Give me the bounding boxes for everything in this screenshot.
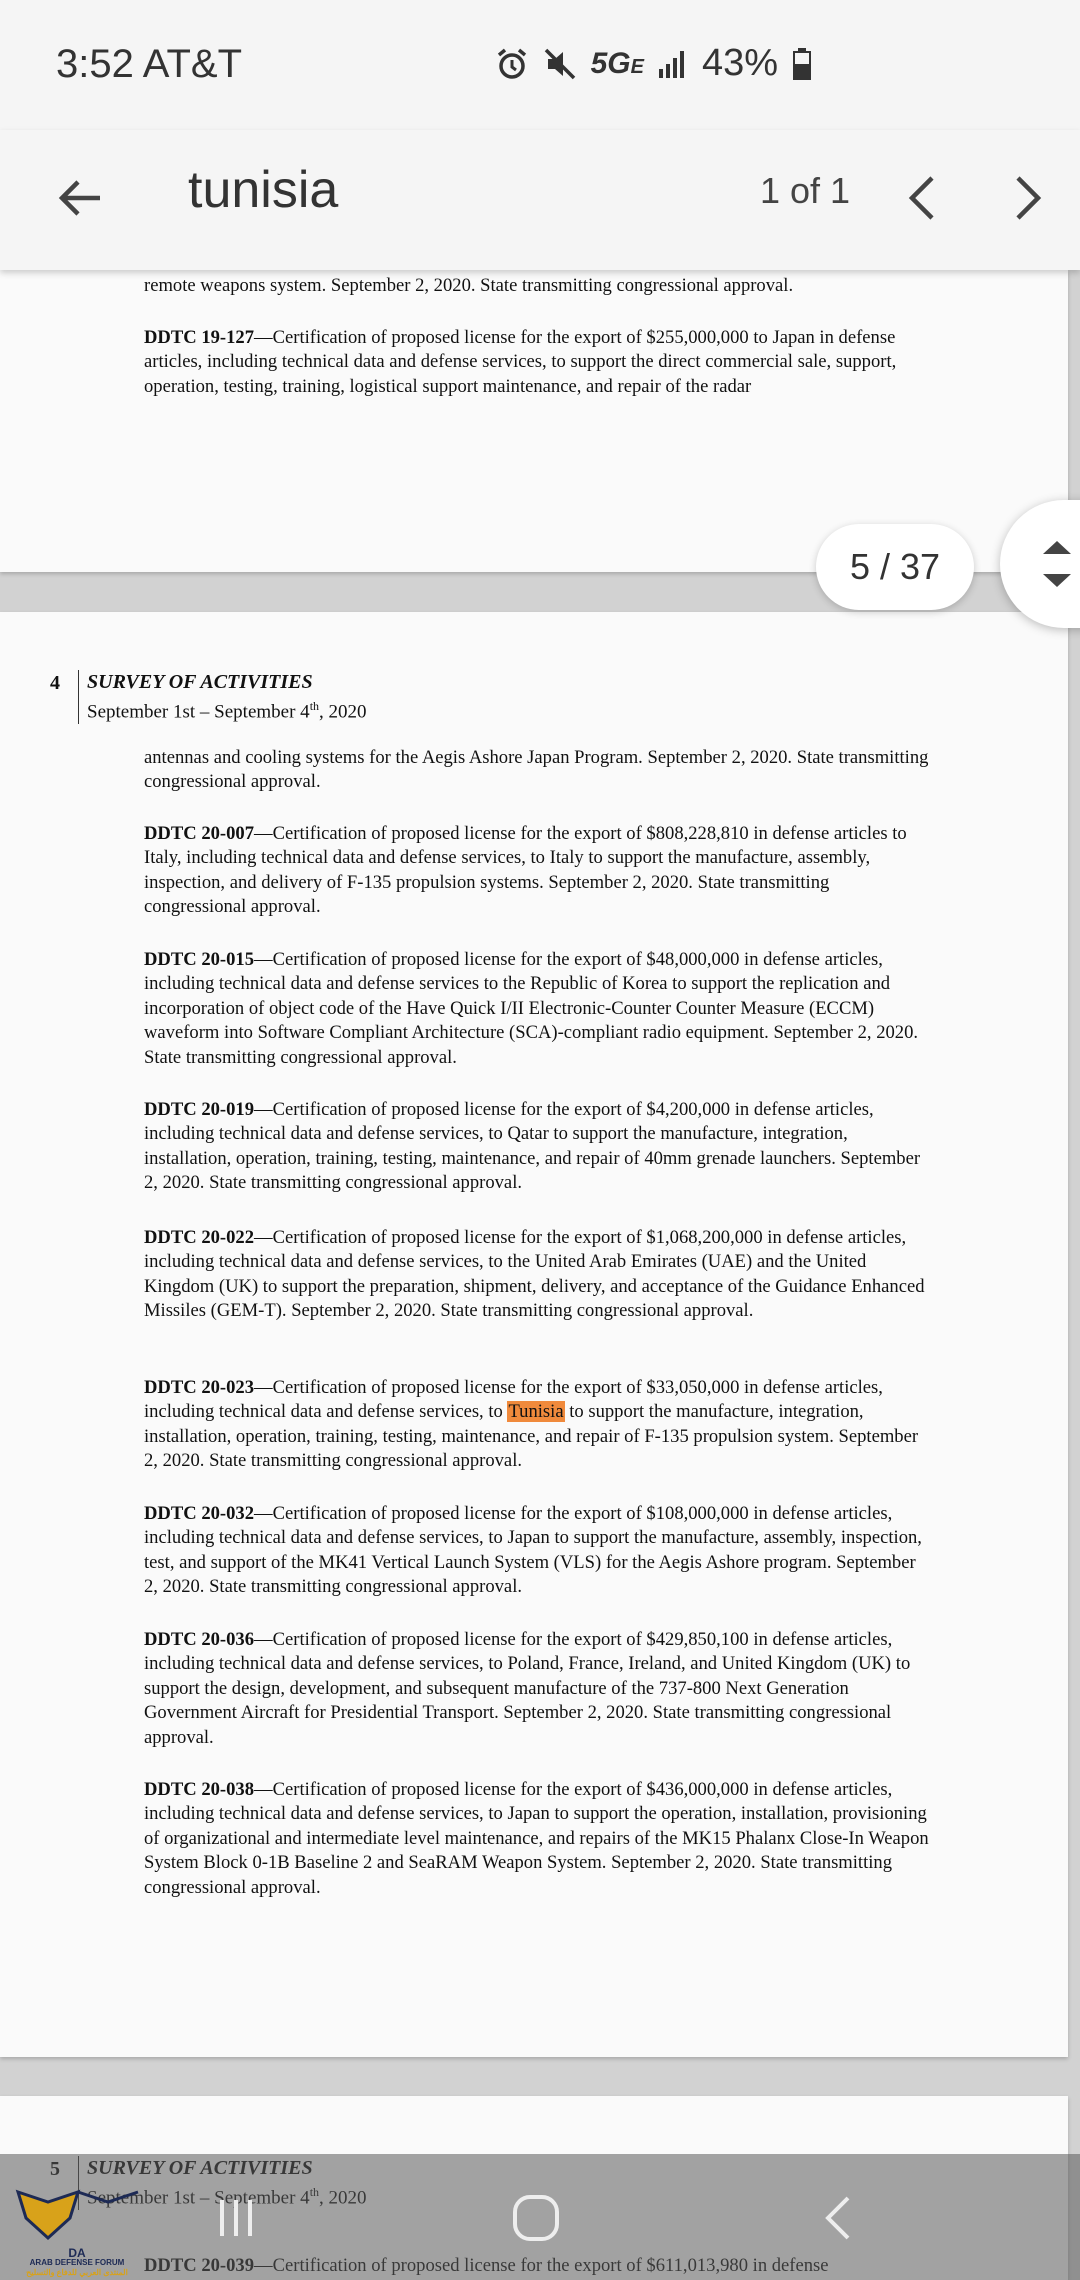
- page-indicator: 5 / 37: [816, 524, 974, 610]
- signal-icon: [658, 49, 688, 79]
- entry-paragraph: [144, 822, 934, 920]
- arrow-left-icon: [56, 174, 104, 227]
- entry-paragraph: [144, 1502, 934, 1600]
- status-bar: [0, 0, 1080, 130]
- entry-paragraph: [144, 1778, 934, 1900]
- status-icons: [495, 42, 812, 85]
- header-date-year: , 2020: [319, 701, 367, 723]
- entry-id: DDTC 20-036: [144, 1629, 255, 1650]
- header-title: SURVEY OF ACTIVITIES: [87, 671, 313, 693]
- entry-text: —Certification of proposed license for the export of $808,228,810 in defense articles to Italy, including technical data and defense services, to Italy to support the manufacture, assembly, inspection, and delivery of F-135 propulsion systems. September 2, 2020. State transmitting congressional approval.: [144, 823, 907, 918]
- entry-text: —Certification of proposed license for the export of $1,068,200,000 in defense articles, including technical data and defense services, to the United Arab Emirates (UAE) and the United Kingdom (UK) to support the preparation, shipment, delivery, and acceptance of the Guidance Enhanced Missiles (GEM-T). September 2, 2020. State transmitting congressional approval.: [144, 1227, 925, 1322]
- intro-paragraph: antennas and cooling systems for the Aegis Ashore Japan Program. September 2, 2020. State transmitting congressional approval.: [144, 747, 929, 793]
- back-nav-button[interactable]: [808, 2190, 868, 2250]
- chevron-right-icon: [1008, 174, 1048, 227]
- entry-text: —Certification of proposed license for the export of $4,200,000 in defense articles, including technical data and defense services, to Qatar to support the manufacture, integration, installation, operation, training, testing, maintenance, and repair of 40mm grenade launchers. September 2, 2020. State transmitting congressional approval.: [144, 1099, 921, 1194]
- header-date-sup: th: [309, 699, 320, 713]
- entry-id: DDTC 20-022: [144, 1227, 255, 1248]
- entry-id: DDTC 20-038: [144, 1779, 255, 1800]
- search-highlight: Tunisia: [508, 1401, 564, 1423]
- entry-paragraph: [144, 1226, 934, 1324]
- network-label: 5G: [590, 46, 631, 80]
- header-date: [87, 694, 367, 724]
- entry-text: —Certification of proposed license for the export of $108,000,000 in defense articles, including technical data and defense services, to Japan to support the manufacture, assembly, inspection, test, and support of the MK41 Vertical Launch System (VLS) for the Aegis Ashore program. September 2, 2020. State transmitting congressional approval.: [144, 1503, 922, 1598]
- entry-id: DDTC 19-127: [144, 327, 255, 348]
- entry-paragraph: [144, 1628, 934, 1750]
- entry-paragraph: [144, 1098, 934, 1196]
- watermark-line1: DA: [68, 2246, 86, 2260]
- recents-icon: [212, 2194, 260, 2247]
- status-time-carrier: 3:52 AT&T: [56, 42, 243, 86]
- entry-text: —Certification of proposed license for the export of $33,050,000 in defense articles, including technical data and defense services, to: [144, 1377, 883, 1423]
- page-number: 4: [50, 672, 60, 694]
- recents-button[interactable]: [206, 2190, 266, 2250]
- match-count: 1 of 1: [760, 170, 851, 211]
- network-sub-label: E: [630, 55, 644, 78]
- entry-id: DDTC 20-019: [144, 1099, 255, 1120]
- battery-icon: [792, 47, 812, 81]
- chevron-left-icon: [902, 174, 942, 227]
- system-nav-bar: [0, 2154, 1080, 2280]
- entry-text: —Certification of proposed license for the export of $429,850,100 in defense articles, including technical data and defense services, to Poland, France, Ireland, and United Kingdom (UK) to support the design, development, and subsequent manufacture of the 737-800 Next Generation Government Aircraft for Presidential Transport. September 2, 2020. State transmitting congressional approval.: [144, 1629, 911, 1748]
- entry-id: DDTC 20-015: [144, 949, 255, 970]
- watermark-line2: ARAB DEFENSE FORUM: [29, 2258, 125, 2267]
- home-button[interactable]: [506, 2190, 566, 2250]
- document-page: [0, 612, 1068, 2057]
- entry-id: DDTC 20-023: [144, 1377, 255, 1398]
- text-line: remote weapons system. September 2, 2020. State transmitting congressional approval.: [144, 275, 794, 296]
- entry-id: DDTC 20-007: [144, 823, 255, 844]
- entry-text: to support the manufacture, integration, installation, operation, training, testing, maintenance, and repair of F-135 propulsion system. September 2, 2020. State transmitting congressional approval.: [144, 1401, 919, 1472]
- entry-paragraph-match: [144, 1376, 934, 1474]
- next-match-button[interactable]: [992, 164, 1064, 236]
- entry-paragraph: [144, 326, 934, 399]
- entry-text: —Certification of proposed license for the export of $48,000,000 in defense articles, including technical data and defense services to the Republic of Korea to support the replication and incorporation of object code of the Have Quick I/II Electronic-Counter Counter Measure (ECCM) waveform into Software Compliant Architecture (SCA)-compliant radio equipment. September 2, 2020. State transmitting congressional approval.: [144, 949, 919, 1068]
- entry-text: —Certification of proposed license for the export of $255,000,000 to Japan in defense articles, including technical data and defense services, to support the direct commercial sale, support, operation, testing, training, logistical support maintenance, and repair of the radar: [144, 327, 897, 397]
- header-date-text: September 1st – September 4: [87, 701, 310, 723]
- back-button[interactable]: [44, 164, 116, 236]
- battery-percent: 43%: [701, 42, 778, 84]
- entry-paragraph: [144, 948, 934, 1070]
- forum-watermark-logo: [6, 2186, 148, 2280]
- search-input[interactable]: tunisia: [188, 161, 339, 219]
- find-in-document-bar: [0, 130, 1080, 270]
- back-nav-icon: [818, 2192, 858, 2249]
- mute-icon: [543, 47, 577, 81]
- previous-match-button[interactable]: [886, 164, 958, 236]
- entry-text: —Certification of proposed license for the export of $436,000,000 in defense articles, including technical data and defense services, to Japan to support the operation, installation, provisioning of organizational and intermediate level maintenance, and repairs of the MK15 Phalanx Close-In Weapon System Block 0-1B Baseline 2 and SeaRAM Weapon System. September 2, 2020. State transmitting congressional approval.: [144, 1779, 929, 1898]
- network-type: [591, 47, 644, 81]
- shield-icon: [6, 2186, 148, 2246]
- entry-id: DDTC 20-032: [144, 1503, 255, 1524]
- watermark-line3: المنتدى العربي للدفاع والتسليح: [26, 2268, 128, 2277]
- alarm-icon: [495, 47, 529, 81]
- page-header: [78, 670, 367, 724]
- home-icon: [510, 2192, 562, 2249]
